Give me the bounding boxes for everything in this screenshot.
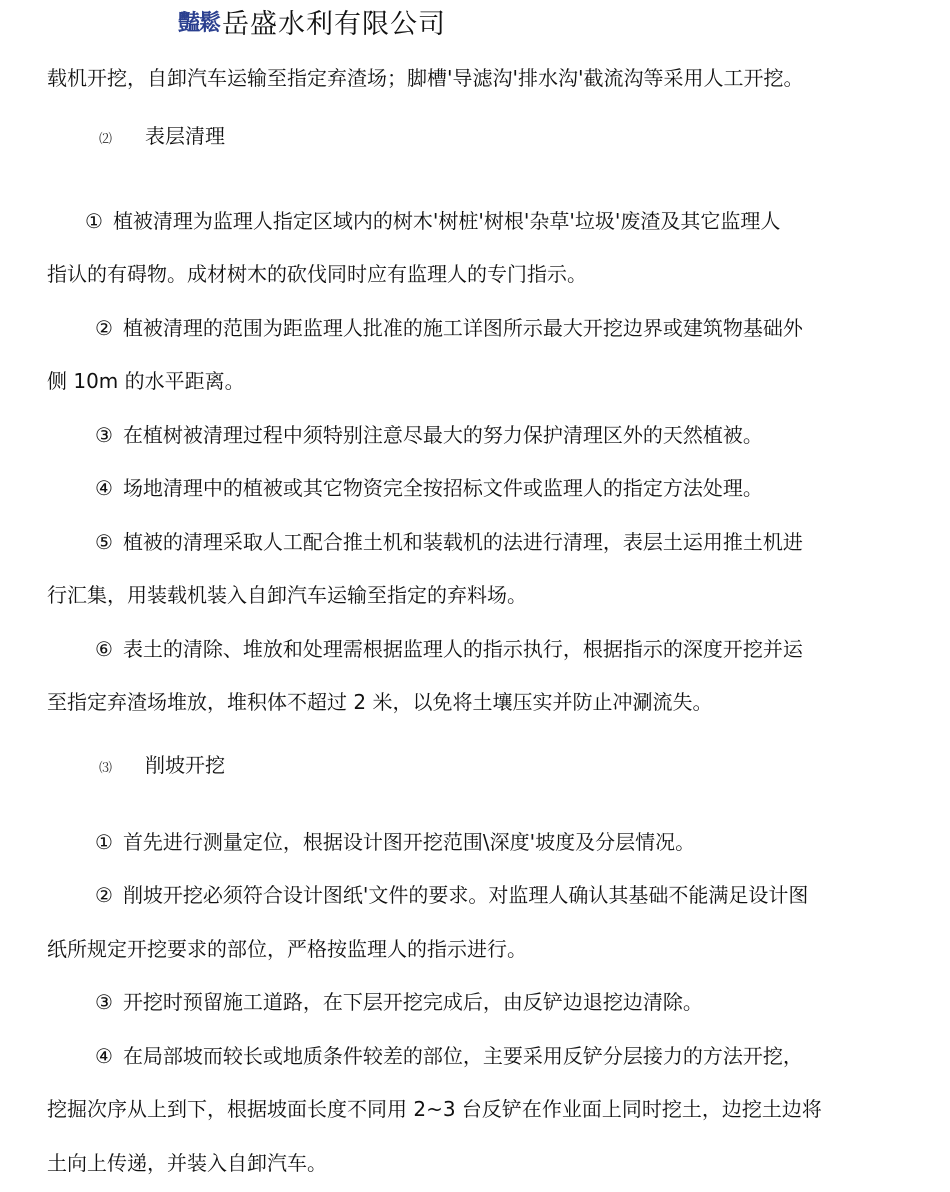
- list-item: [47, 462, 917, 516]
- item-marker: ④: [95, 1043, 113, 1068]
- item-continuation: 纸所规定开挖要求的部位，严格按监理人的指示进行。: [47, 936, 527, 961]
- item-text: 在植树被清理过程中须特别注意尽最大的努力保护清理区外的天然植被。: [122, 422, 763, 447]
- company-logo: 豔鬆: [178, 10, 221, 36]
- list-item: [47, 409, 917, 463]
- list-item: [47, 623, 917, 677]
- section-title: 削坡开挖: [145, 752, 225, 777]
- item-continuation: 侧 10m 的水平距离。: [47, 369, 245, 393]
- list-item: [47, 516, 917, 570]
- section-heading-surface-clearing: [47, 115, 917, 161]
- item-text: 在局部坡而较长或地质条件较差的部位，主要采用反铲分层接力的方法开挖，: [122, 1043, 803, 1068]
- item-text: 植被的清理采取人工配合推土机和装载机的法进行清理，表层土运用推土机进: [122, 529, 803, 554]
- page-header: [178, 4, 446, 38]
- item-continuation: 行汇集，用装载机装入自卸汽车运输至指定的弃料场。: [47, 583, 527, 607]
- item-marker: ②: [95, 883, 113, 907]
- list-item: [47, 302, 917, 356]
- item-continuation: 指认的有碍物。成材树木的砍伐同时应有监理人的专门指示。: [47, 262, 587, 286]
- item-marker: ④: [95, 476, 113, 500]
- company-name: 岳盛水利有限公司: [222, 8, 447, 40]
- item-marker: ①: [95, 829, 113, 854]
- list-item: [47, 816, 917, 870]
- item-text: 削坡开挖必须符合设计图纸'文件的要求。对监理人确认其基础不能满足设计图: [122, 883, 809, 907]
- item-marker: ⑤: [95, 529, 113, 554]
- item-marker: ①: [85, 208, 103, 233]
- list-item: [47, 869, 917, 923]
- list-item: [47, 1030, 917, 1084]
- list-item: [47, 976, 917, 1030]
- item-marker: ②: [95, 315, 113, 340]
- section-heading-slope-cutting: [47, 744, 917, 790]
- item-continuation: 至指定弃渣场堆放，堆积体不超过 2 米，以免将土壤压实并防止冲涮流失。: [47, 690, 713, 714]
- item-text: 植被清理的范围为距监理人批准的施工详图所示最大开挖边界或建筑物基础外: [122, 315, 803, 340]
- document-body: [47, 52, 917, 1190]
- item-continuation: 土向上传递，并装入自卸汽车。: [47, 1150, 327, 1175]
- item-text: 植被清理为监理人指定区域内的树木'树桩'树根'杂草'垃圾'废渣及其它监理人: [112, 208, 781, 233]
- item-text: 表土的清除、堆放和处理需根据监理人的指示执行，根据指示的深度开挖并运: [122, 636, 803, 661]
- item-continuation: 挖掘次序从上到下，根据坡面长度不同用 2~3 台反铲在作业面上同时挖土，边挖土边将: [47, 1097, 822, 1121]
- list-item: [47, 195, 917, 249]
- item-text: 首先进行测量定位，根据设计图开挖范围\深度'坡度及分层情况。: [122, 829, 696, 854]
- paragraph-excavation-tail: 载机开挖，自卸汽车运输至指定弃渣场；脚槽'导滤沟'排水沟'截流沟等采用人工开挖。: [47, 66, 804, 90]
- section-number: ⑵: [99, 131, 113, 147]
- section-title: 表层清理: [145, 123, 225, 148]
- item-marker: ⑥: [95, 636, 113, 661]
- item-marker: ③: [95, 990, 113, 1014]
- item-text: 开挖时预留施工道路，在下层开挖完成后，由反铲边退挖边清除。: [122, 990, 703, 1014]
- item-text: 场地清理中的植被或其它物资完全按招标文件或监理人的指定方法处理。: [122, 476, 763, 500]
- section-number: ⑶: [99, 760, 113, 776]
- item-marker: ③: [95, 422, 113, 447]
